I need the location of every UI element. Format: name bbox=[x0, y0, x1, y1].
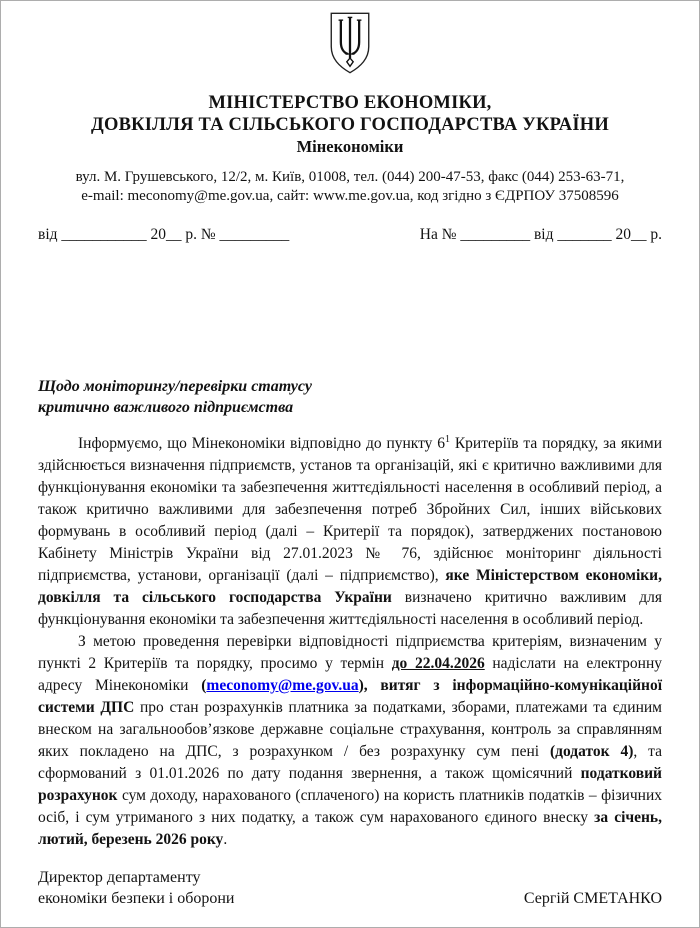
email-link[interactable]: meconomy@me.gov.ua bbox=[206, 677, 359, 694]
ministry-name bbox=[38, 92, 662, 136]
text-run: яке Міністерством економіки, довкілля та сільського господарства України bbox=[38, 567, 662, 606]
text-run: ( bbox=[201, 677, 207, 694]
text-run: надіслати на електронну адресу Мінекономіки bbox=[38, 655, 663, 694]
ministry-name-line1: МІНІСТЕРСТВО ЕКОНОМІКИ, bbox=[208, 93, 492, 113]
text-run: Критеріїв та порядку, за якими здійснюється визначення підприємств, установ та організацій, які є критично важливими для функціонування економіки та забезпечення життєдіяльності населення в особливий період, а також критично важливими для забезпечення потреб Збройних Сил, інших військових формувань в особливий період (далі – Критерії та порядок), затверджених постановою Кабінету Міністрів України від 27.01.2023 № 76, здійснює моніторинг діяльності підприємства, установи, організації (далі – підприємство), bbox=[38, 435, 662, 584]
text-run: витяг з інформаційно-комунікаційної системи ДПС bbox=[38, 677, 662, 716]
subject-line1: Щодо моніторингу/перевірки статусу bbox=[38, 378, 312, 395]
paragraph-2 bbox=[38, 631, 662, 851]
contact-block bbox=[38, 168, 662, 206]
signer-title-line1: Директор департаменту bbox=[38, 869, 201, 886]
text-run: , та сформований з 01.01.2026 по дату подання звернення, а також щомісячний bbox=[38, 743, 663, 782]
paragraph-1 bbox=[38, 433, 662, 631]
ministry-name-line2: ДОВКІЛЛЯ ТА СІЛЬСЬКОГО ГОСПОДАРСТВА УКРАЇНИ bbox=[91, 115, 609, 135]
text-run: ), bbox=[358, 677, 381, 694]
text-run: до 22.04.2026 bbox=[391, 655, 485, 672]
text-run: за січень, лютий, березень 2026 року bbox=[38, 809, 662, 848]
text-run: (додаток 4) bbox=[549, 743, 634, 760]
incoming-ref-blank: На № _________ від _______ 20__ р. bbox=[419, 226, 662, 243]
signer-name: Сергій СМЕТАНКО bbox=[523, 890, 662, 907]
letterhead bbox=[38, 11, 662, 206]
contact-address-line: вул. М. Грушевського, 12/2, м. Київ, 01008, тел. (044) 200-47-53, факс (044) 253-63-71, bbox=[75, 169, 625, 185]
contact-email-line: e-mail: meconomy@me.gov.ua, сайт: www.me.gov.ua, код згідно з ЄДРПОУ 37508596 bbox=[81, 188, 619, 204]
text-run: податковий розрахунок bbox=[38, 765, 662, 804]
text-run: Інформуємо, що Мінекономіки відповідно до пункту 6 bbox=[78, 435, 446, 452]
text-run: сум доходу, нарахованого (сплаченого) на користь платників податків – фізичних осіб, і сум утриманого з них податку, а також сум нарахованого єдиного внеску bbox=[38, 787, 662, 826]
subject-block bbox=[38, 376, 662, 418]
outgoing-ref-blank: від ___________ 20__ р. № _________ bbox=[38, 226, 290, 243]
text-run: визначено критично важливим для функціонування економіки та забезпечення життєдіяльності населення в особливий період. bbox=[38, 589, 662, 628]
text-run: 1 bbox=[445, 433, 451, 445]
signer-title-line2: економіки безпеки і оборони bbox=[38, 890, 235, 907]
subject-line2: критично важливого підприємства bbox=[38, 399, 294, 416]
text-run: про стан розрахунків платника за податками, зборами, платежами та єдиним внеском на загальнообов’язкове державне соціальне страхування, контроль за справлянням яких покладено на ДПС, з розрахунком / без розрахунку сум пені bbox=[38, 699, 662, 760]
reference-line bbox=[38, 225, 662, 245]
text-run: . bbox=[223, 831, 228, 848]
signer-title bbox=[38, 867, 234, 909]
ukraine-trident-emblem bbox=[38, 11, 662, 80]
signature-block bbox=[38, 867, 662, 909]
text-run: З метою проведення перевірки відповідності підприємства критеріям, визначеним у пункті 2 Критеріїв та порядку, просимо у термін bbox=[38, 633, 662, 672]
ministry-short-name: Мінекономіки bbox=[296, 137, 404, 156]
